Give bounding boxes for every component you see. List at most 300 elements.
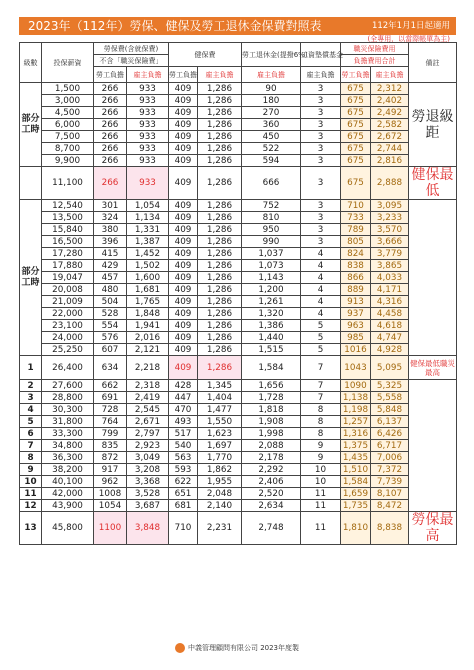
cell-occ-emp: 889 bbox=[341, 284, 371, 296]
cell-salary: 15,840 bbox=[42, 224, 94, 236]
table-row bbox=[20, 344, 457, 356]
cell-health-emp: 409 bbox=[169, 248, 198, 260]
cell-labor-emp: 917 bbox=[94, 464, 127, 476]
cell-injury: 11 bbox=[301, 512, 341, 545]
cell-health-er: 1,404 bbox=[198, 392, 242, 404]
cell-occ-er: 5,325 bbox=[371, 380, 409, 392]
cell-health-emp: 409 bbox=[169, 272, 198, 284]
cell-injury: 7 bbox=[301, 380, 341, 392]
table-row bbox=[20, 488, 457, 500]
cell-health-er: 1,286 bbox=[198, 212, 242, 224]
cell-labor-emp: 576 bbox=[94, 332, 127, 344]
cell-labor-emp: 396 bbox=[94, 236, 127, 248]
cell-injury: 3 bbox=[301, 167, 341, 200]
cell-health-emp: 409 bbox=[169, 83, 198, 95]
cell-labor-emp: 728 bbox=[94, 404, 127, 416]
header-remark: 備註 bbox=[409, 43, 457, 83]
cell-labor-er: 3,368 bbox=[127, 476, 169, 488]
cell-labor-emp: 528 bbox=[94, 308, 127, 320]
cell-occ-emp: 1,510 bbox=[341, 464, 371, 476]
cell-occ-er: 2,816 bbox=[371, 155, 409, 167]
cell-pension: 1,037 bbox=[242, 248, 301, 260]
cell-pension: 1,998 bbox=[242, 428, 301, 440]
table-row bbox=[20, 224, 457, 236]
cell-injury: 3 bbox=[301, 224, 341, 236]
cell-occ-emp: 675 bbox=[341, 107, 371, 119]
unit-note: (全專用，以當際帳單為主) bbox=[367, 35, 450, 43]
cell-labor-emp: 324 bbox=[94, 212, 127, 224]
cell-occ-er: 3,779 bbox=[371, 248, 409, 260]
cell-injury: 5 bbox=[301, 344, 341, 356]
cell-health-emp: 409 bbox=[169, 224, 198, 236]
cell-health-er: 1,286 bbox=[198, 131, 242, 143]
cell-salary: 17,880 bbox=[42, 260, 94, 272]
cell-occ-emp: 675 bbox=[341, 119, 371, 131]
cell-pension: 1,261 bbox=[242, 296, 301, 308]
cell-labor-er: 2,318 bbox=[127, 380, 169, 392]
cell-health-emp: 409 bbox=[169, 119, 198, 131]
header-salary: 投保薪資 bbox=[42, 43, 94, 83]
cell-occ-er: 2,312 bbox=[371, 83, 409, 95]
cell-health-er: 1,286 bbox=[198, 143, 242, 155]
cell-pension: 90 bbox=[242, 83, 301, 95]
cell-occ-emp: 1090 bbox=[341, 380, 371, 392]
cell-labor-emp: 266 bbox=[94, 167, 127, 200]
cell-occ-emp: 1,138 bbox=[341, 392, 371, 404]
table-row bbox=[20, 308, 457, 320]
cell-health-emp: 409 bbox=[169, 200, 198, 212]
cell-occ-emp: 675 bbox=[341, 131, 371, 143]
cell-labor-er: 1,387 bbox=[127, 236, 169, 248]
cell-occ-er: 5,095 bbox=[371, 356, 409, 380]
cell-occ-er: 8,107 bbox=[371, 488, 409, 500]
cell-occ-er: 4,033 bbox=[371, 272, 409, 284]
header-pension: 勞工退休金(提撥6%) bbox=[242, 43, 301, 67]
cell-pension: 1,320 bbox=[242, 308, 301, 320]
cell-occ-er: 8,838 bbox=[371, 512, 409, 545]
cell-injury: 3 bbox=[301, 131, 341, 143]
table-row bbox=[20, 512, 457, 545]
header-health-group: 健保費 bbox=[169, 43, 242, 67]
cell-pension: 2,634 bbox=[242, 500, 301, 512]
cell-injury: 3 bbox=[301, 155, 341, 167]
cell-salary: 13,500 bbox=[42, 212, 94, 224]
cell-labor-er: 1,848 bbox=[127, 308, 169, 320]
cell-pension: 1,073 bbox=[242, 260, 301, 272]
cell-pension: 990 bbox=[242, 236, 301, 248]
table-row bbox=[20, 143, 457, 155]
cell-labor-er: 1,134 bbox=[127, 212, 169, 224]
cell-health-emp: 447 bbox=[169, 392, 198, 404]
cell-occ-er: 8,472 bbox=[371, 500, 409, 512]
table-row bbox=[20, 248, 457, 260]
cell-health-er: 1,286 bbox=[198, 167, 242, 200]
cell-pension: 522 bbox=[242, 143, 301, 155]
cell-health-er: 1,477 bbox=[198, 404, 242, 416]
cell-health-er: 1,286 bbox=[198, 236, 242, 248]
cell-labor-er: 2,797 bbox=[127, 428, 169, 440]
table-row bbox=[20, 392, 457, 404]
cell-labor-er: 933 bbox=[127, 95, 169, 107]
cell-occ-emp: 710 bbox=[341, 200, 371, 212]
cell-occ-er: 5,848 bbox=[371, 404, 409, 416]
cell-pension: 360 bbox=[242, 119, 301, 131]
cell-pension: 1,656 bbox=[242, 380, 301, 392]
cell-labor-emp: 480 bbox=[94, 284, 127, 296]
header-grade: 級數 bbox=[20, 43, 42, 83]
table-row bbox=[20, 200, 457, 212]
cell-pension: 950 bbox=[242, 224, 301, 236]
header-injury-fund: 工資墊償基金 bbox=[301, 43, 341, 67]
company-logo-icon bbox=[175, 643, 185, 653]
cell-occ-emp: 1016 bbox=[341, 344, 371, 356]
cell-salary: 42,000 bbox=[42, 488, 94, 500]
table-row bbox=[20, 131, 457, 143]
cell-occ-emp: 733 bbox=[341, 212, 371, 224]
header-health-emp: 勞工負擔 bbox=[169, 67, 198, 83]
cell-salary: 36,300 bbox=[42, 452, 94, 464]
cell-health-er: 1,286 bbox=[198, 107, 242, 119]
cell-pension: 2,178 bbox=[242, 452, 301, 464]
cell-health-emp: 563 bbox=[169, 452, 198, 464]
cell-labor-emp: 266 bbox=[94, 107, 127, 119]
cell-health-er: 1,286 bbox=[198, 344, 242, 356]
cell-injury: 3 bbox=[301, 107, 341, 119]
header-labor-group: 勞保費(含就保費) bbox=[94, 43, 169, 55]
cell-occ-emp: 675 bbox=[341, 95, 371, 107]
cell-salary: 25,250 bbox=[42, 344, 94, 356]
table-row bbox=[20, 416, 457, 428]
cell-occ-er: 2,888 bbox=[371, 167, 409, 200]
table-row bbox=[20, 284, 457, 296]
cell-labor-emp: 607 bbox=[94, 344, 127, 356]
cell-grade: 9 bbox=[20, 464, 42, 476]
cell-occ-emp: 913 bbox=[341, 296, 371, 308]
cell-health-er: 1,286 bbox=[198, 332, 242, 344]
cell-occ-er: 4,316 bbox=[371, 296, 409, 308]
cell-salary: 38,200 bbox=[42, 464, 94, 476]
cell-pension: 450 bbox=[242, 131, 301, 143]
cell-injury: 7 bbox=[301, 356, 341, 380]
cell-salary: 28,800 bbox=[42, 392, 94, 404]
cell-injury: 4 bbox=[301, 308, 341, 320]
cell-injury: 7 bbox=[301, 392, 341, 404]
remark-injury-minmax: 健保最低職災最高 bbox=[409, 356, 457, 380]
cell-occ-er: 4,171 bbox=[371, 284, 409, 296]
cell-occ-emp: 937 bbox=[341, 308, 371, 320]
cell-labor-emp: 457 bbox=[94, 272, 127, 284]
cell-injury: 3 bbox=[301, 143, 341, 155]
cell-health-er: 1,862 bbox=[198, 464, 242, 476]
cell-labor-er: 933 bbox=[127, 167, 169, 200]
cell-injury: 10 bbox=[301, 464, 341, 476]
cell-health-emp: 517 bbox=[169, 428, 198, 440]
cell-injury: 3 bbox=[301, 236, 341, 248]
cell-pension: 752 bbox=[242, 200, 301, 212]
cell-occ-emp: 1,316 bbox=[341, 428, 371, 440]
header-occ-group: 職災保險費用 bbox=[341, 43, 409, 55]
cell-health-er: 1,286 bbox=[198, 260, 242, 272]
cell-occ-emp: 1,198 bbox=[341, 404, 371, 416]
table-row bbox=[20, 500, 457, 512]
cell-pension: 1,908 bbox=[242, 416, 301, 428]
cell-labor-er: 1,681 bbox=[127, 284, 169, 296]
cell-grade: 3 bbox=[20, 392, 42, 404]
cell-health-emp: 409 bbox=[169, 107, 198, 119]
header-health-er: 雇主負擔 bbox=[198, 67, 242, 83]
footer-company: 中義管理顧問有限公司 2023年度製 bbox=[187, 644, 300, 652]
cell-occ-emp: 1,435 bbox=[341, 452, 371, 464]
cell-pension: 270 bbox=[242, 107, 301, 119]
cell-health-er: 1,770 bbox=[198, 452, 242, 464]
cell-health-er: 1,286 bbox=[198, 224, 242, 236]
cell-labor-er: 2,671 bbox=[127, 416, 169, 428]
cell-injury: 8 bbox=[301, 428, 341, 440]
header-occ-sub: 負擔費用合計 bbox=[341, 55, 409, 67]
cell-injury: 4 bbox=[301, 248, 341, 260]
cell-occ-emp: 1043 bbox=[341, 356, 371, 380]
effective-date: 112年1月1日起適用 bbox=[371, 21, 450, 31]
cell-health-emp: 409 bbox=[169, 320, 198, 332]
header-occ-emp: 勞工負擔 bbox=[341, 67, 371, 83]
cell-health-emp: 470 bbox=[169, 404, 198, 416]
cell-health-emp: 651 bbox=[169, 488, 198, 500]
cell-grade: 6 bbox=[20, 428, 42, 440]
cell-injury: 4 bbox=[301, 272, 341, 284]
table-row bbox=[20, 296, 457, 308]
cell-pension: 2,088 bbox=[242, 440, 301, 452]
cell-labor-er: 1,600 bbox=[127, 272, 169, 284]
cell-salary: 9,900 bbox=[42, 155, 94, 167]
cell-grade: 10 bbox=[20, 476, 42, 488]
cell-health-emp: 409 bbox=[169, 356, 198, 380]
part-time-label-2: 部分工時 bbox=[20, 200, 42, 356]
cell-occ-emp: 1,810 bbox=[341, 512, 371, 545]
cell-labor-er: 3,687 bbox=[127, 500, 169, 512]
cell-salary: 23,100 bbox=[42, 320, 94, 332]
cell-pension: 2,748 bbox=[242, 512, 301, 545]
cell-labor-emp: 266 bbox=[94, 95, 127, 107]
cell-occ-emp: 675 bbox=[341, 167, 371, 200]
cell-health-emp: 409 bbox=[169, 143, 198, 155]
cell-health-emp: 409 bbox=[169, 344, 198, 356]
table-row bbox=[20, 236, 457, 248]
cell-health-emp: 428 bbox=[169, 380, 198, 392]
cell-labor-er: 1,331 bbox=[127, 224, 169, 236]
cell-health-er: 1,286 bbox=[198, 320, 242, 332]
cell-salary: 11,100 bbox=[42, 167, 94, 200]
table-row bbox=[20, 320, 457, 332]
cell-health-er: 1,286 bbox=[198, 296, 242, 308]
cell-salary: 1,500 bbox=[42, 83, 94, 95]
table-row bbox=[20, 107, 457, 119]
cell-labor-emp: 662 bbox=[94, 380, 127, 392]
cell-occ-er: 2,492 bbox=[371, 107, 409, 119]
cell-grade: 11 bbox=[20, 488, 42, 500]
cell-occ-emp: 675 bbox=[341, 143, 371, 155]
cell-salary: 43,900 bbox=[42, 500, 94, 512]
table-row bbox=[20, 332, 457, 344]
cell-grade: 8 bbox=[20, 452, 42, 464]
cell-labor-emp: 962 bbox=[94, 476, 127, 488]
cell-salary: 20,008 bbox=[42, 284, 94, 296]
cell-occ-er: 3,865 bbox=[371, 260, 409, 272]
table-row bbox=[20, 83, 457, 95]
cell-grade: 5 bbox=[20, 416, 42, 428]
cell-injury: 3 bbox=[301, 95, 341, 107]
cell-salary: 6,000 bbox=[42, 119, 94, 131]
cell-occ-emp: 1,584 bbox=[341, 476, 371, 488]
cell-occ-emp: 789 bbox=[341, 224, 371, 236]
cell-salary: 34,800 bbox=[42, 440, 94, 452]
cell-pension: 1,818 bbox=[242, 404, 301, 416]
cell-grade: 13 bbox=[20, 512, 42, 545]
cell-occ-er: 7,739 bbox=[371, 476, 409, 488]
cell-occ-er: 3,233 bbox=[371, 212, 409, 224]
cell-remark bbox=[409, 380, 457, 512]
cell-pension: 666 bbox=[242, 167, 301, 200]
cell-labor-er: 1,941 bbox=[127, 320, 169, 332]
cell-occ-er: 2,672 bbox=[371, 131, 409, 143]
cell-health-emp: 409 bbox=[169, 284, 198, 296]
cell-health-emp: 409 bbox=[169, 308, 198, 320]
cell-salary: 30,300 bbox=[42, 404, 94, 416]
cell-occ-emp: 805 bbox=[341, 236, 371, 248]
table-row bbox=[20, 380, 457, 392]
cell-labor-emp: 266 bbox=[94, 119, 127, 131]
cell-injury: 3 bbox=[301, 119, 341, 131]
cell-health-emp: 409 bbox=[169, 260, 198, 272]
cell-occ-er: 4,458 bbox=[371, 308, 409, 320]
cell-labor-emp: 380 bbox=[94, 224, 127, 236]
cell-grade bbox=[20, 167, 42, 200]
cell-salary: 45,800 bbox=[42, 512, 94, 545]
cell-salary: 24,000 bbox=[42, 332, 94, 344]
cell-grade: 2 bbox=[20, 380, 42, 392]
cell-health-er: 2,140 bbox=[198, 500, 242, 512]
cell-injury: 4 bbox=[301, 260, 341, 272]
cell-health-emp: 622 bbox=[169, 476, 198, 488]
table-row bbox=[20, 260, 457, 272]
cell-occ-er: 5,558 bbox=[371, 392, 409, 404]
cell-occ-emp: 675 bbox=[341, 83, 371, 95]
cell-labor-emp: 266 bbox=[94, 155, 127, 167]
cell-occ-er: 6,717 bbox=[371, 440, 409, 452]
cell-labor-emp: 266 bbox=[94, 143, 127, 155]
cell-occ-er: 4,747 bbox=[371, 332, 409, 344]
cell-labor-emp: 872 bbox=[94, 452, 127, 464]
table-row bbox=[20, 404, 457, 416]
cell-pension: 1,515 bbox=[242, 344, 301, 356]
cell-pension: 1,728 bbox=[242, 392, 301, 404]
cell-labor-er: 1,054 bbox=[127, 200, 169, 212]
page-title: 2023年（112年）勞保、健保及勞工退休金保費對照表 bbox=[28, 19, 322, 33]
cell-salary: 19,047 bbox=[42, 272, 94, 284]
cell-health-emp: 409 bbox=[169, 296, 198, 308]
cell-labor-er: 3,208 bbox=[127, 464, 169, 476]
part-time-label-1: 部分工時 bbox=[20, 83, 42, 167]
cell-health-emp: 409 bbox=[169, 167, 198, 200]
remark-pension-grade: 勞退級距 bbox=[409, 83, 457, 167]
cell-pension: 1,584 bbox=[242, 356, 301, 380]
cell-labor-er: 933 bbox=[127, 119, 169, 131]
cell-salary: 21,009 bbox=[42, 296, 94, 308]
cell-salary: 3,000 bbox=[42, 95, 94, 107]
cell-labor-emp: 554 bbox=[94, 320, 127, 332]
cell-occ-emp: 1,375 bbox=[341, 440, 371, 452]
cell-labor-er: 2,923 bbox=[127, 440, 169, 452]
cell-injury: 8 bbox=[301, 416, 341, 428]
cell-occ-er: 7,372 bbox=[371, 464, 409, 476]
cell-pension: 1,440 bbox=[242, 332, 301, 344]
cell-labor-emp: 835 bbox=[94, 440, 127, 452]
cell-health-er: 1,286 bbox=[198, 308, 242, 320]
cell-injury: 3 bbox=[301, 83, 341, 95]
cell-health-er: 1,286 bbox=[198, 155, 242, 167]
cell-labor-emp: 691 bbox=[94, 392, 127, 404]
cell-labor-emp: 415 bbox=[94, 248, 127, 260]
cell-injury: 11 bbox=[301, 500, 341, 512]
cell-occ-er: 2,744 bbox=[371, 143, 409, 155]
cell-grade: 4 bbox=[20, 404, 42, 416]
cell-occ-er: 6,426 bbox=[371, 428, 409, 440]
cell-health-er: 1,286 bbox=[198, 284, 242, 296]
cell-health-emp: 540 bbox=[169, 440, 198, 452]
cell-occ-emp: 1,735 bbox=[341, 500, 371, 512]
remark-health-min: 健保最低 bbox=[409, 167, 457, 200]
cell-occ-emp: 1,659 bbox=[341, 488, 371, 500]
table-row bbox=[20, 452, 457, 464]
table-row bbox=[20, 356, 457, 380]
cell-occ-er: 2,402 bbox=[371, 95, 409, 107]
cell-health-er: 1,286 bbox=[198, 248, 242, 260]
cell-occ-emp: 838 bbox=[341, 260, 371, 272]
cell-occ-er: 7,006 bbox=[371, 452, 409, 464]
cell-injury: 5 bbox=[301, 332, 341, 344]
cell-health-er: 1,550 bbox=[198, 416, 242, 428]
cell-occ-emp: 675 bbox=[341, 155, 371, 167]
cell-injury: 3 bbox=[301, 212, 341, 224]
cell-labor-emp: 301 bbox=[94, 200, 127, 212]
cell-health-emp: 593 bbox=[169, 464, 198, 476]
header-labor-note: 不含「職災保險費」 bbox=[94, 55, 169, 67]
cell-labor-er: 1,765 bbox=[127, 296, 169, 308]
cell-health-er: 1,286 bbox=[198, 356, 242, 380]
cell-occ-er: 3,570 bbox=[371, 224, 409, 236]
cell-salary: 27,600 bbox=[42, 380, 94, 392]
cell-health-er: 1,697 bbox=[198, 440, 242, 452]
cell-labor-emp: 799 bbox=[94, 428, 127, 440]
table-row bbox=[20, 212, 457, 224]
header-injury-er: 雇主負擔 bbox=[301, 67, 341, 83]
cell-salary: 31,800 bbox=[42, 416, 94, 428]
cell-health-emp: 409 bbox=[169, 155, 198, 167]
cell-occ-er: 3,095 bbox=[371, 200, 409, 212]
cell-labor-er: 2,218 bbox=[127, 356, 169, 380]
cell-pension: 1,200 bbox=[242, 284, 301, 296]
table-row bbox=[20, 155, 457, 167]
cell-labor-er: 2,545 bbox=[127, 404, 169, 416]
cell-labor-emp: 429 bbox=[94, 260, 127, 272]
footer bbox=[0, 643, 474, 653]
cell-injury: 9 bbox=[301, 440, 341, 452]
cell-pension: 594 bbox=[242, 155, 301, 167]
cell-labor-er: 933 bbox=[127, 107, 169, 119]
remark-labor-max: 勞保最高 bbox=[409, 512, 457, 545]
cell-injury: 11 bbox=[301, 488, 341, 500]
header-labor-er: 雇主負擔 bbox=[127, 67, 169, 83]
cell-health-emp: 409 bbox=[169, 236, 198, 248]
